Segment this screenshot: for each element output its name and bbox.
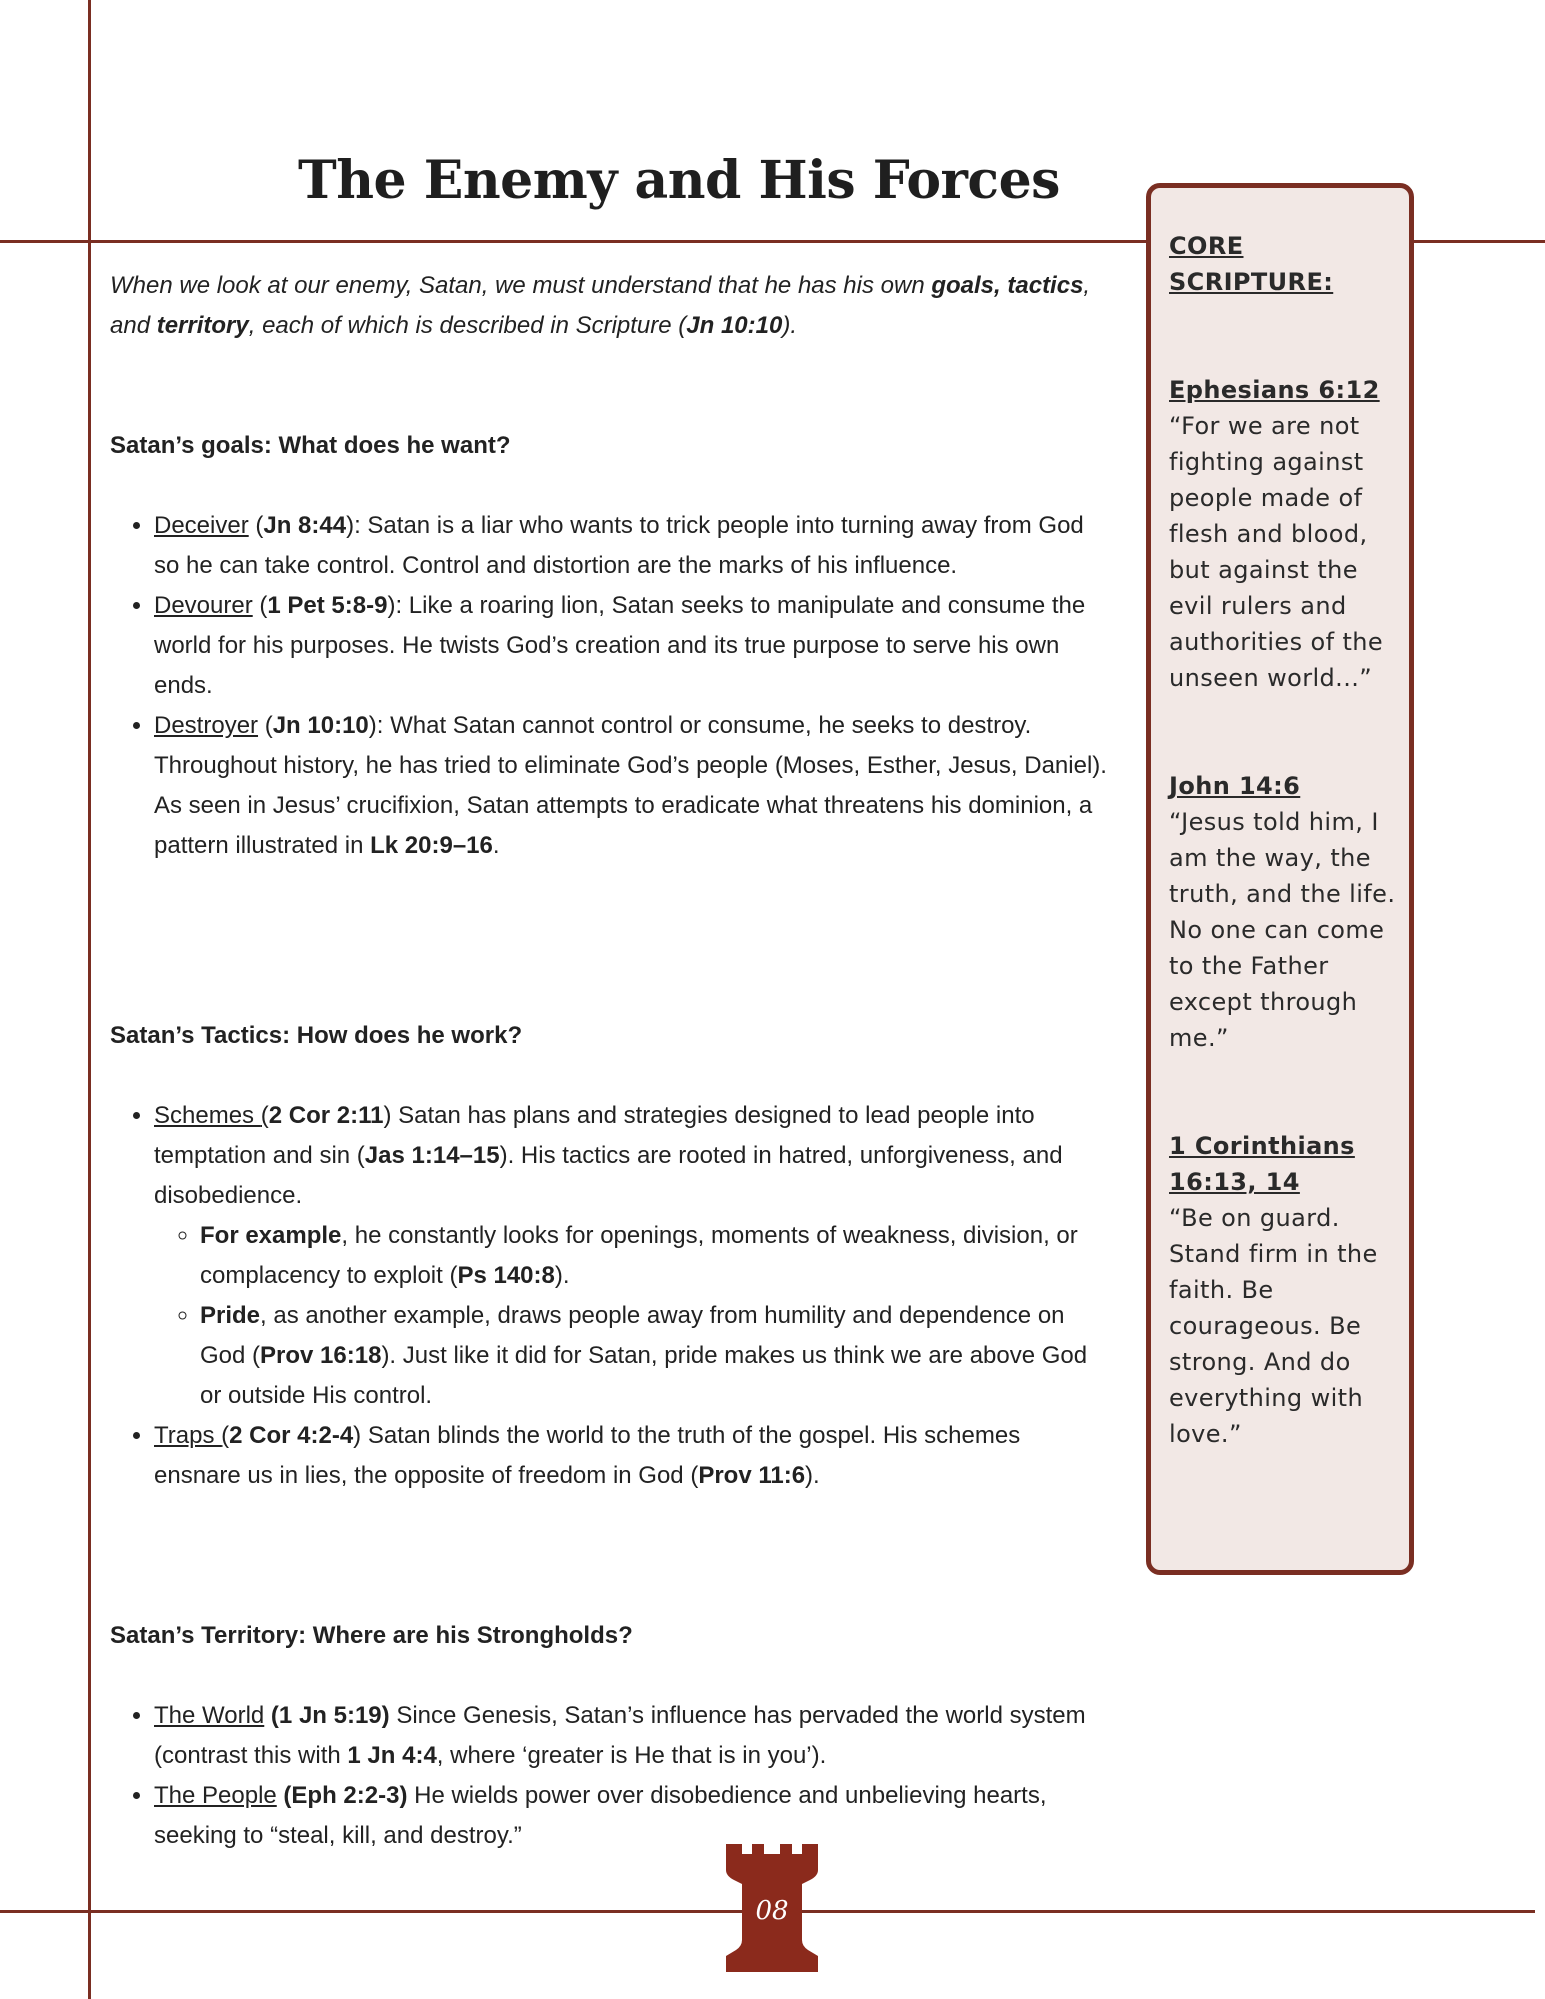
list-text: ( — [248, 512, 264, 539]
scripture-ref: Prov 16:18 — [260, 1342, 382, 1369]
territory-heading: Satan’s Territory: Where are his Strongholds? — [110, 1622, 633, 1649]
goal-term: Destroyer — [154, 712, 259, 739]
list-item — [154, 1096, 1110, 1416]
list-text: . — [492, 832, 500, 859]
list-item — [154, 706, 1110, 866]
core-scripture-sidebar — [1146, 183, 1414, 1575]
list-text: ). — [554, 1262, 570, 1289]
verse-ref: John 14:6 — [1169, 772, 1301, 800]
scripture-ref: 1 Pet 5:8-9 — [267, 592, 388, 619]
list-text: Since Genesis, Satan’s influence has pervaded the world system (contrast this with — [154, 1702, 1086, 1769]
sub-term: Pride — [200, 1302, 261, 1329]
verse-text: “For we are not fighting against people made of flesh and blood, but against the evil rulers and authorities of the unseen world...” — [1169, 412, 1384, 692]
list-text: , where ‘greater is He that is in you’). — [436, 1742, 827, 1769]
intro-text: , each of which is described in Scripture ( — [248, 312, 687, 339]
left-vertical-rule — [88, 0, 91, 1999]
goals-list — [110, 506, 1110, 866]
tactics-sublist — [154, 1216, 1110, 1416]
goals-heading: Satan’s goals: What does he want? — [110, 432, 511, 459]
intro-paragraph — [110, 266, 1110, 346]
tactic-term: Schemes — [154, 1102, 261, 1129]
tactics-heading: Satan’s Tactics: How does he work? — [110, 1022, 523, 1049]
scripture-ref: 2 Cor 2:11 — [268, 1102, 384, 1129]
list-item — [154, 1416, 1110, 1496]
goal-term: Deceiver — [154, 512, 249, 539]
territory-list — [110, 1696, 1110, 1856]
list-item — [200, 1296, 1110, 1416]
sidebar-heading: CORE SCRIPTURE: — [1169, 232, 1334, 296]
scripture-ref: Jn 8:44 — [263, 512, 347, 539]
scripture-ref: Jas 1:14–15 — [364, 1142, 500, 1169]
scripture-ref: (1 Jn 5:19) — [264, 1702, 390, 1729]
list-text: ). Just like it did for Satan, pride makes us think we are above God or outside His control. — [200, 1342, 1088, 1409]
tactic-term: Traps — [154, 1422, 222, 1449]
page-number: 08 — [755, 1896, 789, 1926]
tactics-list — [110, 1096, 1110, 1496]
verse-text: “Jesus told him, I am the way, the truth, and the life. No one can come to the Father except through me.” — [1169, 808, 1396, 1052]
page-title: The Enemy and His Forces — [298, 150, 1060, 211]
intro-text: When we look at our enemy, Satan, we must understand that he has his own — [110, 272, 932, 299]
list-text: ). His tactics are rooted in hatred, unforgiveness, and disobedience. — [154, 1142, 1063, 1209]
list-text: ). — [805, 1462, 820, 1489]
list-text: ): Like a roaring lion, Satan seeks to manipulate and consume the world for his purposes. He twists God’s creation and its true purpose to serve his own ends. — [154, 592, 1086, 699]
sub-term: For example — [200, 1222, 342, 1249]
territory-term: The People — [154, 1782, 277, 1809]
list-item — [154, 1696, 1110, 1776]
intro-text: ). — [782, 312, 798, 339]
scripture-ref: Lk 20:9–16 — [370, 832, 493, 859]
list-item — [154, 586, 1110, 706]
main-content — [110, 266, 1110, 1856]
intro-goals: goals, — [931, 272, 1001, 299]
scripture-ref: 2 Cor 4:2-4 — [229, 1422, 354, 1449]
territory-term: The World — [154, 1702, 265, 1729]
intro-text: , and — [110, 272, 1091, 339]
list-text: ( — [258, 712, 273, 739]
list-text: ( — [260, 1102, 269, 1129]
list-text: , he constantly looks for openings, moments of weakness, division, or complacency to exploit ( — [200, 1222, 1078, 1289]
list-text: ( — [221, 1422, 230, 1449]
list-text: He wields power over disobedience and unbelieving hearts, seeking to “steal, kill, and destroy.” — [154, 1782, 1047, 1849]
list-text: ): What Satan cannot control or consume, he seeks to destroy. Throughout history, he has tried to eliminate God’s people (Moses, Esther, Jesus, Daniel). As seen in Jesus’ crucifixion, Satan attempts to eradicate what threatens his dominion, a pattern illustrated in — [154, 712, 1107, 859]
list-text: ( — [252, 592, 268, 619]
list-item — [154, 1776, 1110, 1856]
scripture-ref: (Eph 2:2-3) — [276, 1782, 408, 1809]
verse-ref: 1 Corinthians 16:13, 14 — [1169, 1132, 1355, 1196]
list-text: ) Satan blinds the world to the truth of the gospel. His schemes ensnare us in lies, the opposite of freedom in God ( — [154, 1422, 1021, 1489]
list-text: ) Satan has plans and strategies designed to lead people into temptation and sin ( — [154, 1102, 1035, 1169]
list-item — [154, 506, 1110, 586]
scripture-ref: Prov 11:6 — [698, 1462, 806, 1489]
intro-territory: territory — [156, 312, 249, 339]
list-text: ): Satan is a liar who wants to trick people into turning away from God so he can take control. Control and distortion are the marks of his influence. — [154, 512, 1084, 579]
scripture-ref: Ps 140:8 — [457, 1262, 555, 1289]
goal-term: Devourer — [154, 592, 253, 619]
list-text: , as another example, draws people away from humility and dependence on God ( — [200, 1302, 1065, 1369]
verse-ref: Ephesians 6:12 — [1169, 376, 1380, 404]
intro-ref: Jn 10:10 — [686, 312, 783, 339]
scripture-ref: 1 Jn 4:4 — [347, 1742, 437, 1769]
scripture-ref: Jn 10:10 — [272, 712, 369, 739]
verse-text: “Be on guard. Stand firm in the faith. Be courageous. Be strong. And do everything with love.” — [1169, 1204, 1378, 1448]
intro-tactics: tactics — [1007, 272, 1084, 299]
list-item — [200, 1216, 1110, 1296]
